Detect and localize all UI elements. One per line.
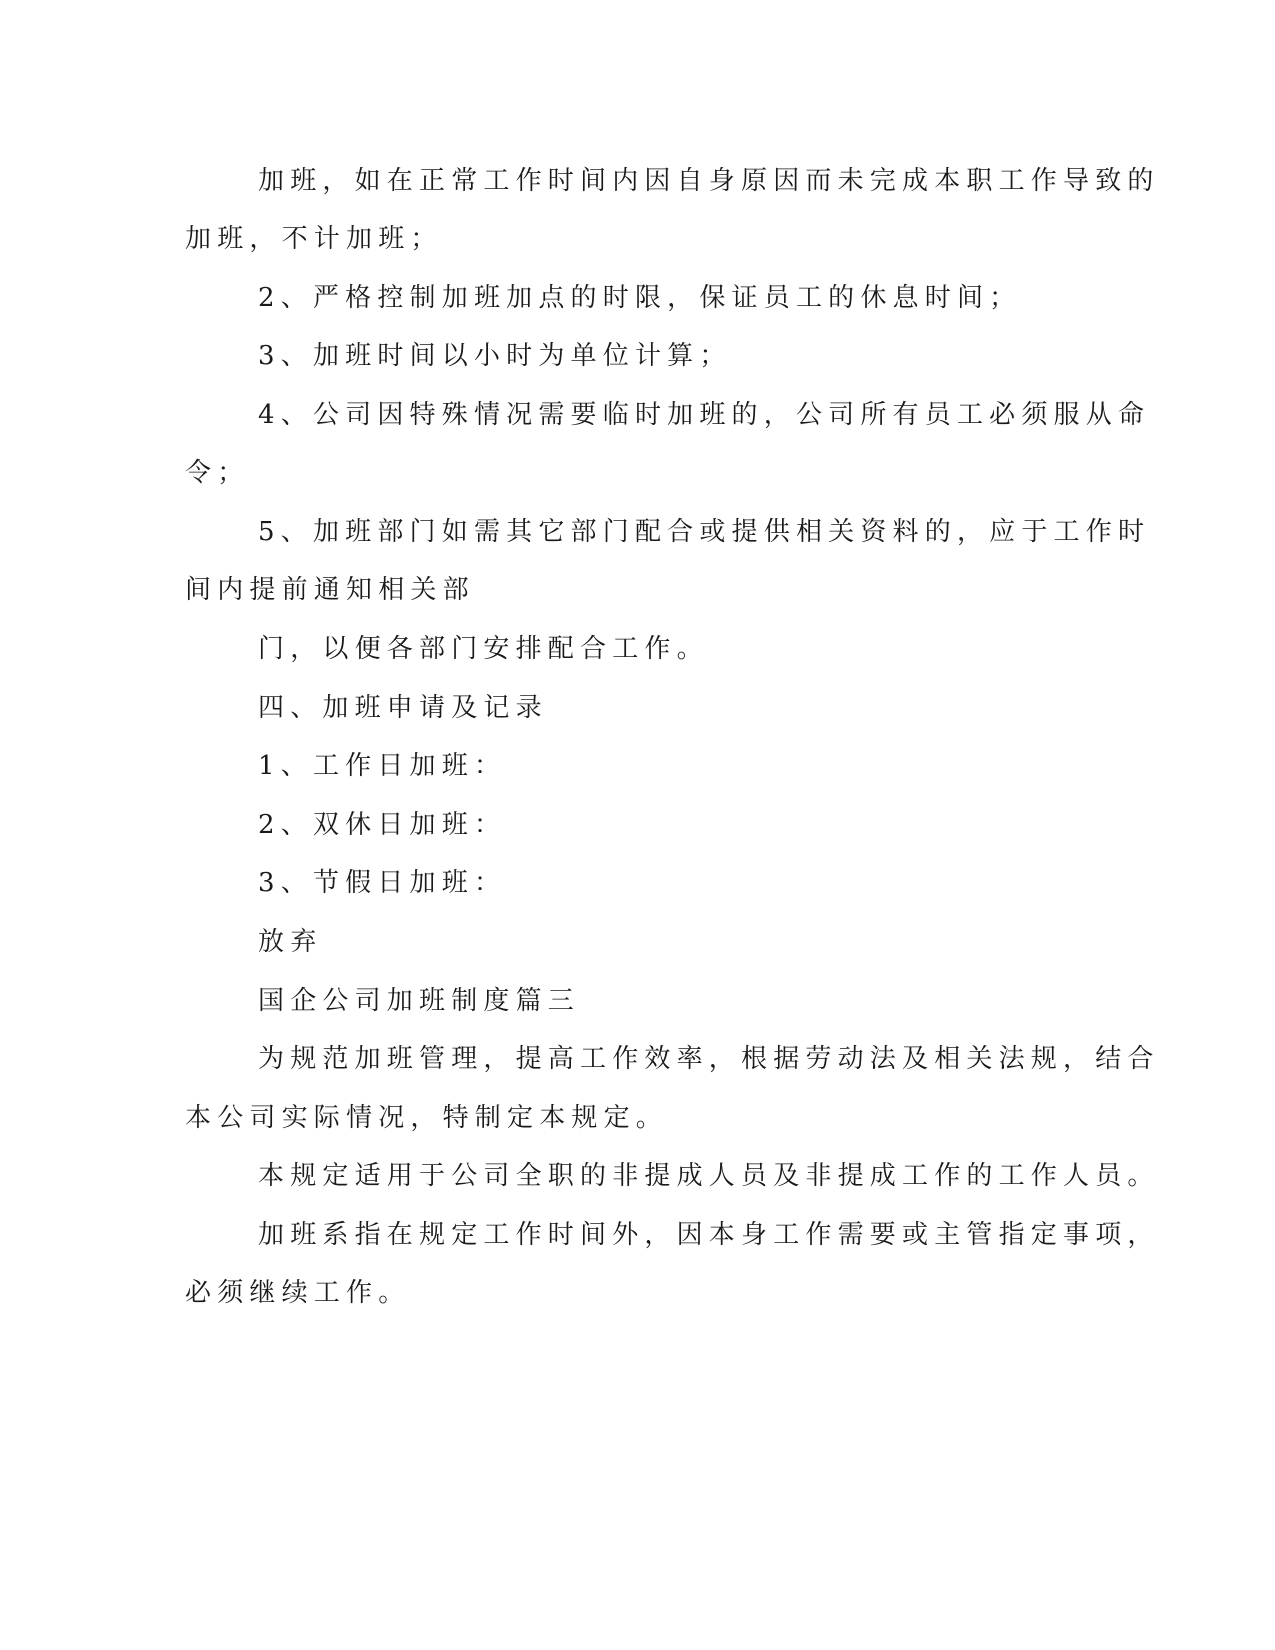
paragraph-line: 令； (185, 458, 250, 488)
list-item-line: 5、加班部门如需其它部门配合或提供相关资料的，应于工作时 (258, 517, 1151, 547)
list-item-line: 3、加班时间以小时为单位计算； (258, 341, 732, 371)
paragraph-line: 本公司实际情况，特制定本规定。 (185, 1103, 669, 1133)
list-item-line: 2、双休日加班： (258, 810, 507, 840)
paragraph-line: 放弃 (258, 927, 323, 957)
paragraph-line: 为规范加班管理，提高工作效率，根据劳动法及相关法规，结合 (258, 1044, 1160, 1074)
paragraph-line: 加班，如在正常工作时间内因自身原因而未完成本职工作导致的 (258, 166, 1160, 196)
section-heading: 四、加班申请及记录 (258, 693, 548, 723)
list-item-line: 4、公司因特殊情况需要临时加班的，公司所有员工必须服从命 (258, 400, 1151, 430)
section-title: 国企公司加班制度篇三 (258, 986, 581, 1016)
paragraph-line: 加班，不计加班； (185, 224, 443, 254)
list-item-line: 2、严格控制加班加点的时限，保证员工的休息时间； (258, 283, 1022, 313)
paragraph-line: 必须继续工作。 (185, 1278, 411, 1308)
paragraph-line: 本规定适用于公司全职的非提成人员及非提成工作的工作人员。 (258, 1161, 1160, 1191)
paragraph-line: 门，以便各部门安排配合工作。 (258, 634, 709, 664)
paragraph-line: 加班系指在规定工作时间外，因本身工作需要或主管指定事项， (258, 1220, 1160, 1250)
list-item-line: 1、工作日加班： (258, 751, 507, 781)
paragraph-line: 间内提前通知相关部 (185, 575, 475, 605)
list-item-line: 3、节假日加班： (258, 868, 507, 898)
